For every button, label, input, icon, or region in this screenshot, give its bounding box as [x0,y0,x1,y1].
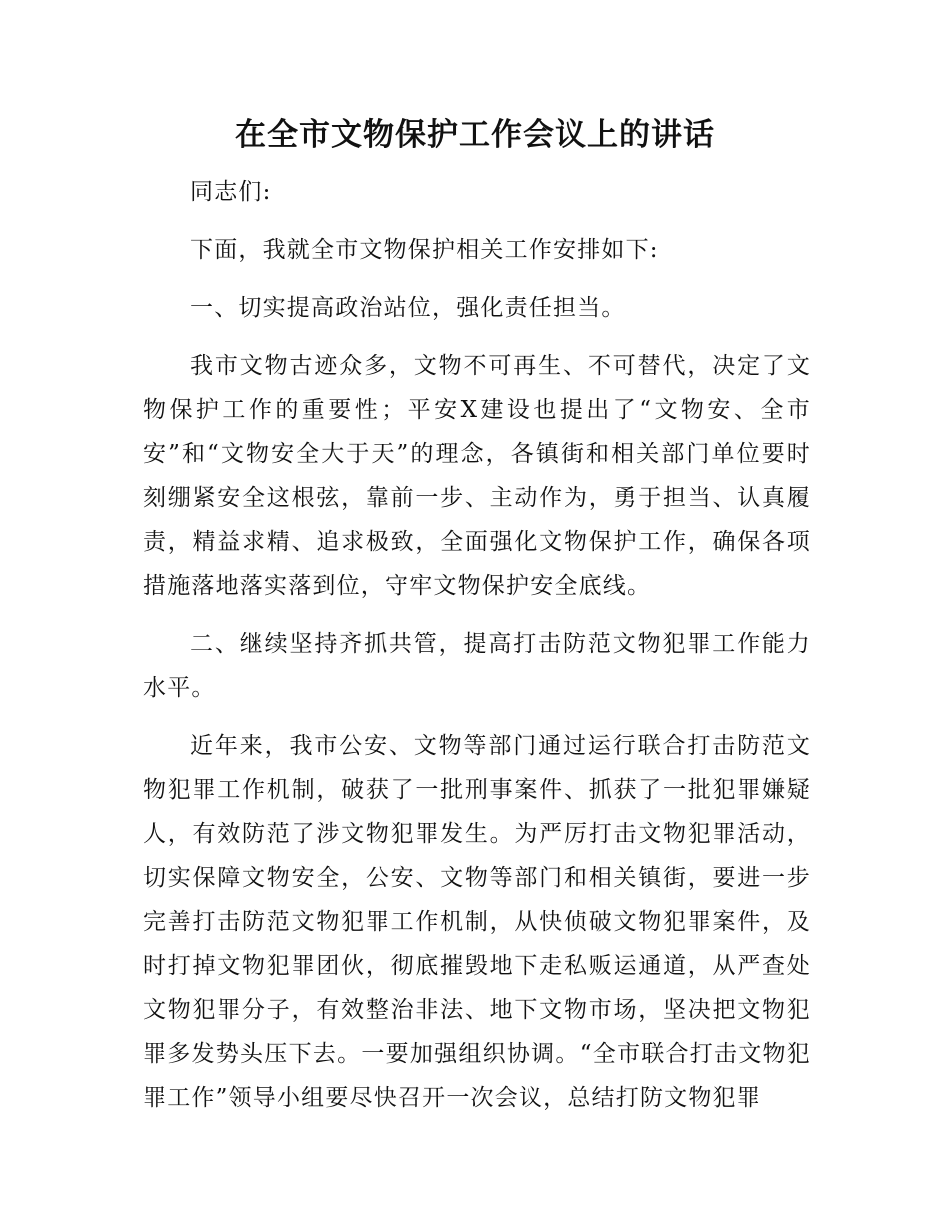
document-title: 在全市文物保护工作会议上的讲话 [235,117,715,153]
document-body [143,170,811,1134]
section-heading-1: 一、切实提高政治站位，强化责任担当。 [190,295,626,321]
section-heading-2: 二、继续坚持齐抓共管，提高打击防范文物犯罪工作能力水平。 [143,631,811,701]
paragraph-intro: 下面，我就全市文物保护相关工作安排如下: [190,237,659,263]
paragraph-section-2: 近年来，我市公安、文物等部门通过运行联合打击防范文物犯罪工作机制，破获了一批刑事案件、抓获了一批犯罪嫌疑人，有效防范了涉文物犯罪发生。为严厉打击文物犯罪活动，切实保障文物安全，公安、文物等部门和相关镇街，要进一步完善打击防范文物犯罪工作机制，从快侦破文物犯罪案件，及时打掉文物犯罪团伙，彻底摧毁地下走私贩运通道，从严查处文物犯罪分子，有效整治非法、地下文物市场，坚决把文物犯罪多发势头压下去。一要加强组织协调。“全市联合打击文物犯罪工作”领导小组要尽快召开一次会议，总结打防文物犯罪 [143,733,811,1111]
paragraph-section-1: 我市文物古迹众多，文物不可再生、不可替代，决定了文物保护工作的重要性；平安X建设也提出了“文物安、全市安”和“文物安全大于天”的理念，各镇街和相关部门单位要时刻绷紧安全这根弦，靠前一步、主动作为，勇于担当、认真履责，精益求精、追求极致，全面强化文物保护工作，确保各项措施落地落实落到位，守牢文物保护安全底线。 [143,353,811,599]
paragraph-salutation: 同志们: [190,179,272,205]
